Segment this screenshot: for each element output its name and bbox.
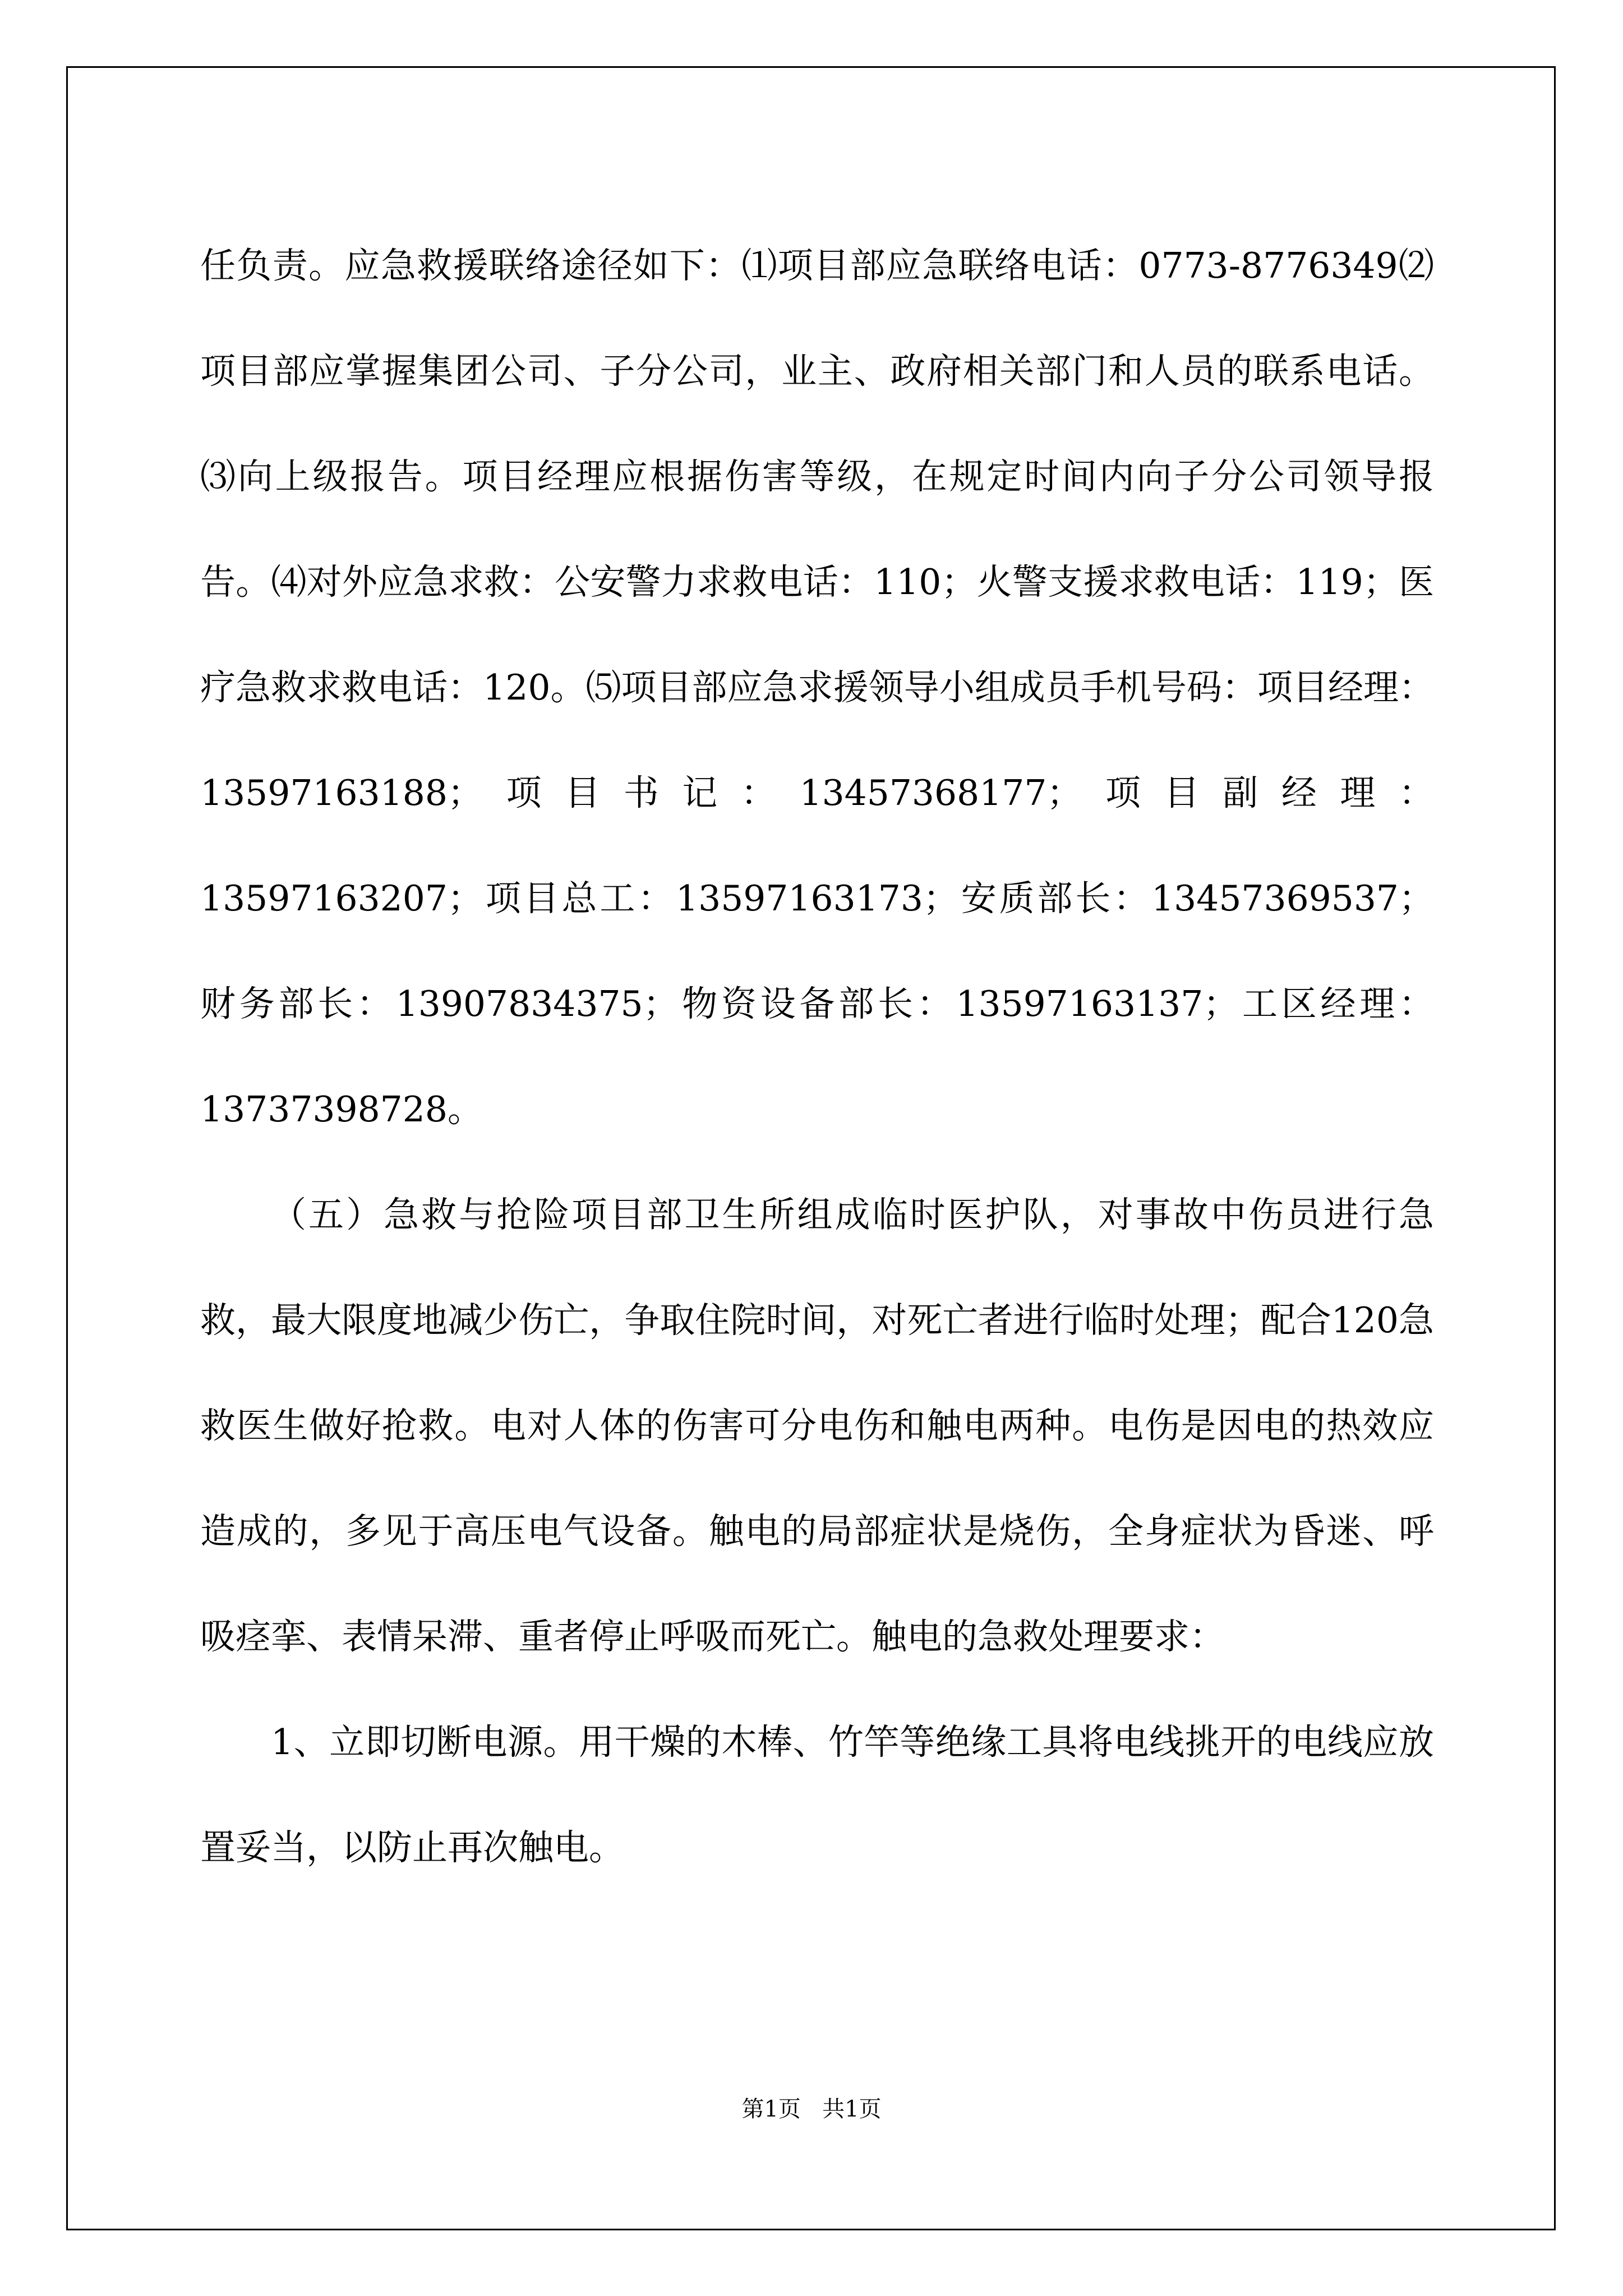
page-number: 第1页 [741, 2096, 801, 2122]
paragraph-cut-power: 1、立即切断电源。用干燥的木棒、竹竿等绝缘工具将电线挑开的电线应放置妥当，以防止再次触电。 [200, 1722, 1434, 1868]
page-total: 共1页 [822, 2096, 882, 2122]
document-body [200, 213, 1434, 1901]
page-footer [0, 2092, 1623, 2126]
paragraph-first-aid: （五）急救与抢险项目部卫生所组成临时医护队，对事故中伤员进行急救，最大限度地减少伤亡，争取住院时间，对死亡者进行临时处理；配合120急救医生做好抢救。电对人体的伤害可分电伤和触电两种。电伤是因电的热效应造成的，多见于高压电气设备。触电的局部症状是烧伤，全身症状为昏迷、呼吸痉挛、表情呆滞、重者停止呼吸而死亡。触电的急救处理要求： [200, 1194, 1434, 1657]
paragraph-contacts: 任负责。应急救援联络途径如下：⑴项目部应急联络电话：0773-8776349⑵项目部应掌握集团公司、子分公司，业主、政府相关部门和人员的联系电话。⑶向上级报告。项目经理应根据伤害等级，在规定时间内向子分公司领导报告。⑷对外应急求救：公安警力求救电话：110；火警支援求救电话：119；医疗急救求救电话：120。⑸项目部应急求援领导小组成员手机号码：项目经理：13597163188；项目书记：13457368177；项目副经理：13597163207；项目总工：13597163173；安质部长：13457369537；财务部长：13907834375；物资设备部长：13597163137；工区经理：13737398728。 [200, 245, 1434, 1130]
